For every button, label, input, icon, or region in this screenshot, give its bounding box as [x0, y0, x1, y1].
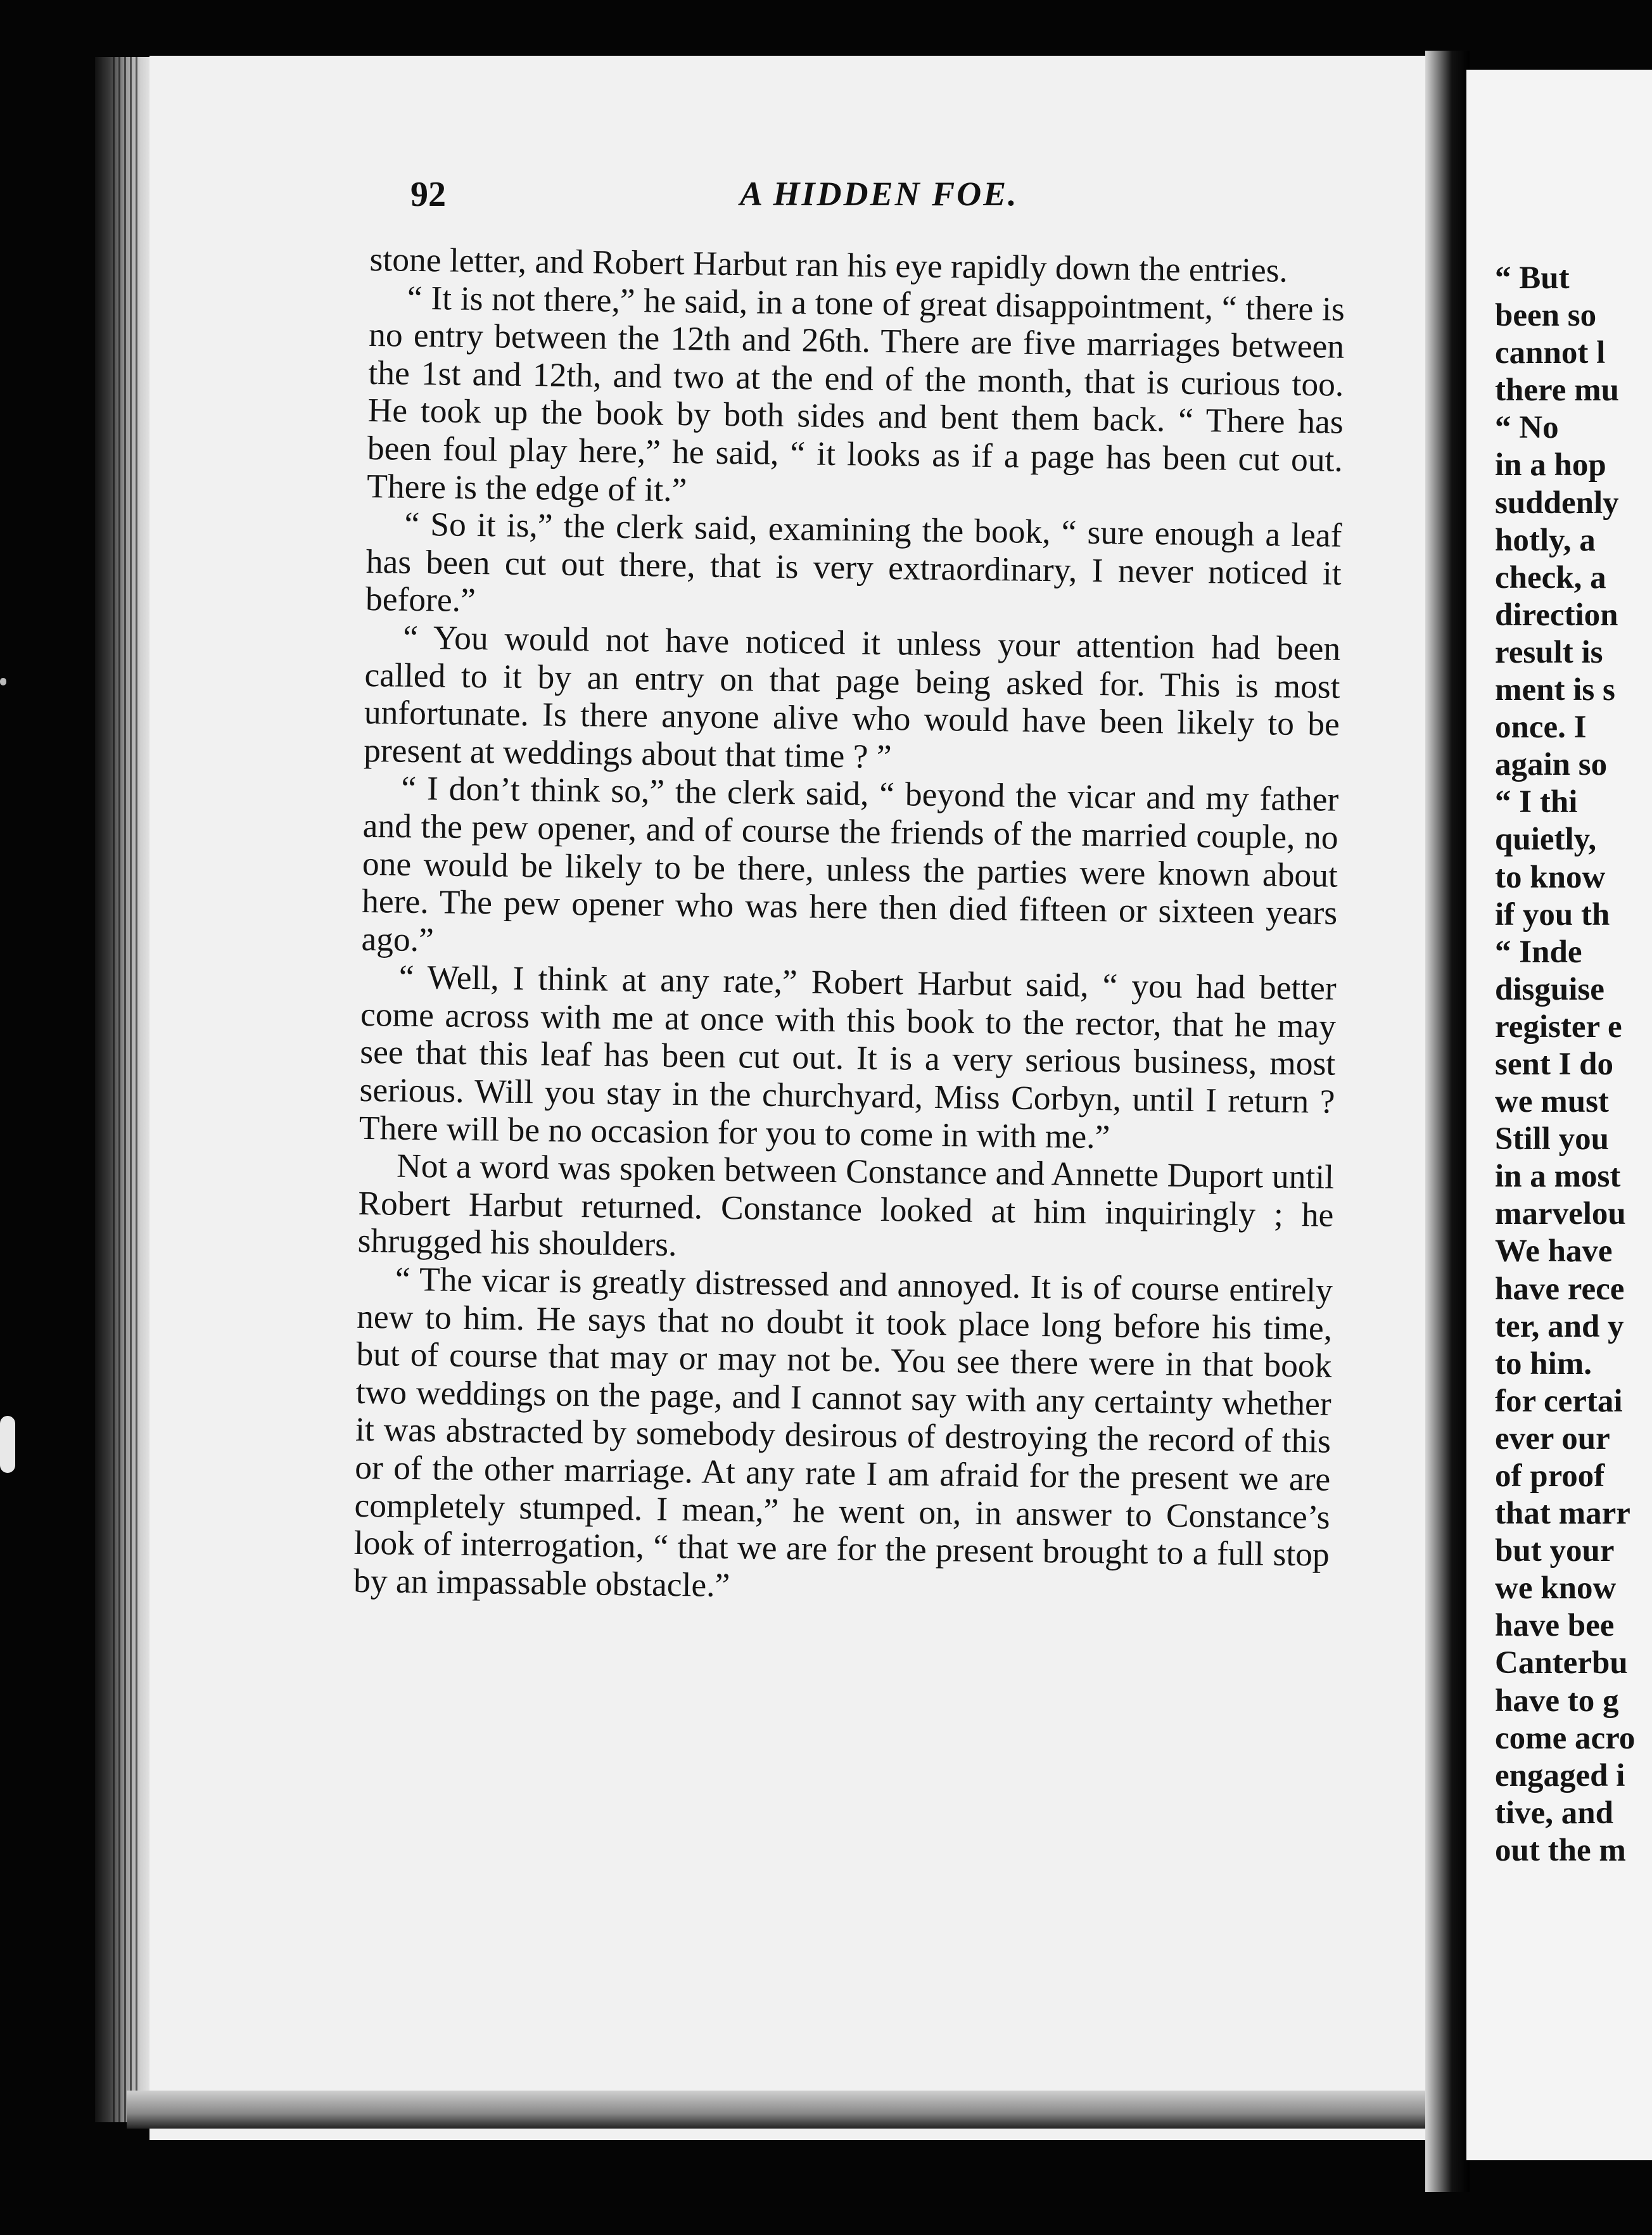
- paragraph: “ You would not have noticed it unless your attention had been called to it by an entry on that page being asked for. This is most unfortunate. Is there anyone alive who would have been likely to be present at weddings about that time ? ”: [363, 618, 1341, 775]
- facing-line: there mu: [1495, 372, 1619, 409]
- facing-line: Still you: [1495, 1121, 1609, 1157]
- running-header: [410, 174, 1357, 225]
- body-text: [353, 241, 1345, 1612]
- page-number: 92: [410, 175, 446, 214]
- facing-line: “ I thi: [1495, 784, 1578, 820]
- facing-line: direction: [1495, 597, 1618, 633]
- facing-line: engaged i: [1495, 1757, 1625, 1793]
- facing-page-text: [1495, 260, 1652, 1932]
- facing-line: We have: [1495, 1233, 1613, 1270]
- facing-line: if you th: [1495, 896, 1610, 933]
- paragraph: “ I don’t think so,” the clerk said, “ beyond the vicar and my father and the pew opener, and of course the friends of the married couple, no one would be likely to be there, unless the parties were known about here. The pew opener who was here then died fifteen or sixteen years ago.”: [361, 768, 1339, 959]
- facing-line: of proof: [1495, 1458, 1605, 1494]
- paragraph: Not a word was spoken between Constance and Annette Duport until Robert Harbut returned. Constance looked at him inquiringly ; he shrugged his shoulders.: [357, 1146, 1335, 1264]
- facing-line: sent I do: [1495, 1046, 1614, 1082]
- facing-line: to him.: [1495, 1346, 1592, 1382]
- facing-line: “ Inde: [1495, 934, 1582, 970]
- facing-line: have bee: [1495, 1608, 1615, 1644]
- facing-line: suddenly: [1495, 485, 1619, 521]
- facing-line: that marr: [1495, 1496, 1630, 1532]
- facing-line: “ But: [1495, 260, 1570, 296]
- facing-line: out the m: [1495, 1832, 1626, 1868]
- facing-line: have rece: [1495, 1271, 1625, 1307]
- facing-line: again so: [1495, 747, 1608, 783]
- facing-line: have to g: [1495, 1683, 1619, 1719]
- facing-line: to know: [1495, 859, 1606, 895]
- book-gutter: [1425, 51, 1470, 2192]
- paragraph: “ So it is,” the clerk said, examining the book, “ sure enough a leaf has been cut out there, that is very extraordinary, I never noticed it before.”: [365, 504, 1342, 620]
- facing-line: check, a: [1495, 559, 1606, 595]
- paragraph: “ The vicar is greatly distressed and annoyed. It is of course entirely new to him. He says that no doubt it took place long before his time, but of course that may or may not be. You see there were in that book two weddings on the page, and I cannot say with any certainty whether it was abstracted by somebody desirous of destroying the record of this or of the other marriage. At any rate I am afraid for the present we are completely stumped. I mean,” he went on, in answer to Constance’s look of interrogation, “ that we are for the present brought to a full stop by an impassable obstacle.”: [353, 1259, 1333, 1604]
- facing-line: tive, and: [1495, 1795, 1614, 1831]
- facing-line: we know: [1495, 1570, 1617, 1607]
- page-bottom-shadow: [127, 2091, 1444, 2129]
- facing-line: “ No: [1495, 410, 1559, 446]
- facing-line: come acro: [1495, 1720, 1636, 1756]
- scan-artifact: [0, 678, 6, 685]
- facing-line: hotly, a: [1495, 522, 1596, 558]
- paragraph: stone letter, and Robert Harbut ran his eye rapidly down the entries.: [369, 240, 1288, 290]
- paragraph: “ Well, I think at any rate,” Robert Harbut said, “ you had better come across with me at once with this book to the rector, that he may see that this leaf has been cut out. It is a very serious business, most serious. Will you stay in the churchyard, Miss Corbyn, until I return ? There will be no occasion for you to come in with me.”: [359, 957, 1337, 1156]
- facing-line: register e: [1495, 1009, 1622, 1045]
- facing-line: but your: [1495, 1533, 1615, 1569]
- scan-artifact: [0, 1416, 15, 1473]
- facing-line: ment is s: [1495, 672, 1615, 708]
- facing-line: quietly,: [1495, 822, 1597, 858]
- facing-line: in a hop: [1495, 447, 1606, 483]
- facing-line: been so: [1495, 298, 1597, 334]
- facing-line: ever our: [1495, 1420, 1610, 1456]
- facing-line: Canterbu: [1495, 1645, 1628, 1681]
- facing-line: ter, and y: [1495, 1308, 1624, 1344]
- facing-line: we must: [1495, 1084, 1609, 1120]
- facing-line: marvelou: [1495, 1196, 1626, 1232]
- book-page-edge-lines: [113, 57, 138, 2122]
- facing-line: result is: [1495, 634, 1603, 670]
- facing-line: for certai: [1495, 1383, 1623, 1419]
- facing-line: in a most: [1495, 1159, 1621, 1195]
- facing-line: disguise: [1495, 971, 1604, 1007]
- running-title: A HIDDEN FOE.: [740, 175, 1019, 213]
- facing-line: once. I: [1495, 710, 1587, 746]
- paragraph: “ It is not there,” he said, in a tone of great disappointment, “ there is no entry between the 12th and 26th. There are five marriages between the 1st and 12th, and two at the end of the month, that is curious too. He took up the book by both sides and bent them back. “ There has been foul play here,” he said, “ it looks as if a page has been cut out. There is the edge of it.”: [366, 278, 1345, 509]
- facing-line: cannot l: [1495, 335, 1606, 371]
